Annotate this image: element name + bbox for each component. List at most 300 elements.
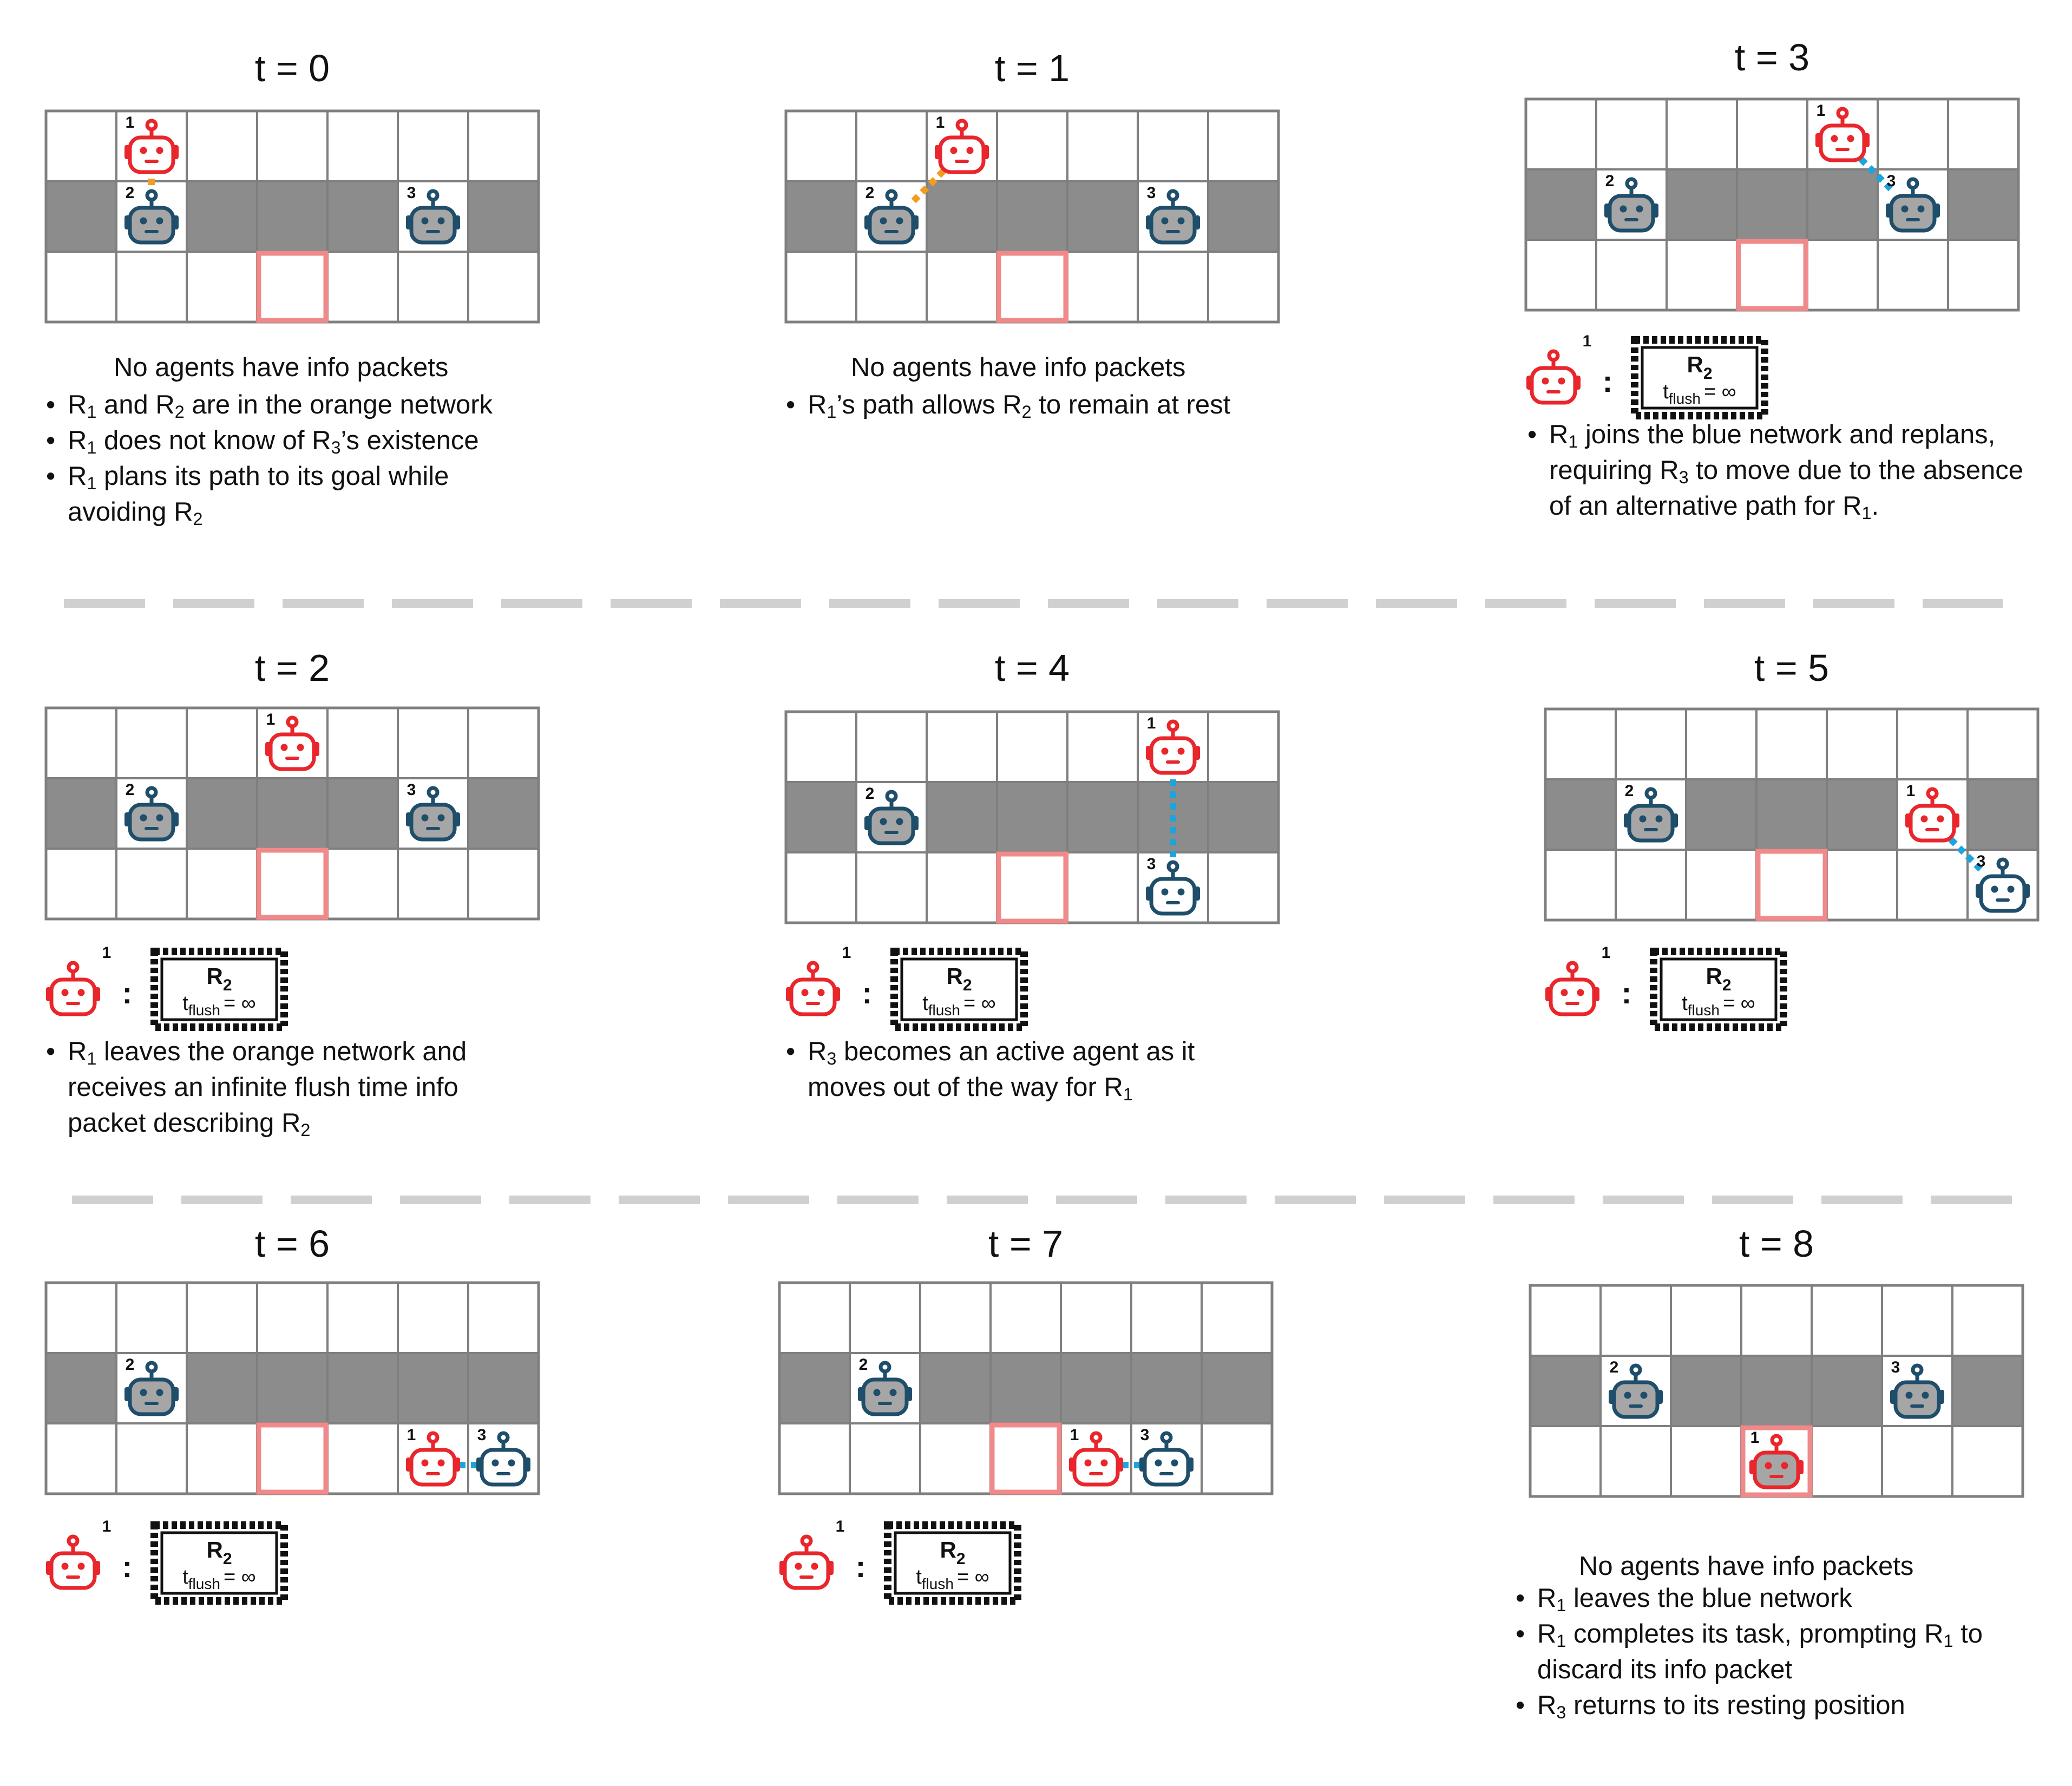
panel-title: t = 1 [994,47,1070,89]
grid-cell [991,1283,1061,1353]
corridor-cell [991,1353,1061,1423]
grid-cell [1067,111,1138,181]
robot-icon [46,1537,100,1588]
grid-cell [327,1423,398,1494]
grid-cell [46,1423,116,1494]
robot-icon [1545,963,1599,1014]
packet-agent-name: $R_2$ [206,963,232,994]
agent-subscript: 3 [1556,1703,1566,1723]
agent-subscript: 2 [193,509,203,529]
grid-cell [997,252,1067,322]
note-text: completes its task, prompting R [1566,1619,1944,1649]
agent-subscript: 2 [174,402,185,422]
packet-colon: : [122,976,133,1010]
grid-cell [1596,240,1667,310]
corridor-cell [327,778,398,849]
grid-cell [927,852,997,923]
grid-cell [1067,712,1138,782]
corridor-cell [1208,181,1278,252]
grid-cell [116,1283,187,1353]
packet-flush-time: $t_{flush}$ = ∞ [1682,992,1755,1019]
panel-t3 [1526,36,2018,310]
corridor-cell [46,778,116,849]
panel-t1 [786,47,1278,322]
packet-holder-label: 1 [1601,944,1611,962]
corridor-cell [1208,782,1278,852]
corridor-cell [187,1353,257,1423]
grid-cell [1948,240,2018,310]
grid-cell [1667,240,1737,310]
corridor-cell [997,181,1067,252]
grid-cell [1202,1283,1272,1353]
corridor-cell [1952,1356,2023,1426]
corridor-cell [1807,169,1878,240]
grid-cell [1671,1285,1741,1356]
packet-flush-time: $t_{flush}$ = ∞ [182,1566,256,1592]
note-text: R [808,1037,827,1066]
corridor-cell [327,181,398,252]
packet-flush-time: $t_{flush}$ = ∞ [1663,380,1736,407]
grid-cell [1882,1426,1952,1496]
grid-cell [187,1423,257,1494]
grid-cell [856,252,927,322]
packet-agent-name: $R_2$ [940,1537,966,1568]
grid-cell [327,708,398,778]
corridor-cell [927,782,997,852]
robot-id-label: 3 [1140,1426,1150,1444]
corridor-cell [997,782,1067,852]
panel-title: t = 3 [1734,36,1810,78]
note-text: R [68,1037,87,1066]
agent-subscript: 1 [1556,1631,1566,1651]
note-text: becomes an active agent as it moves out of the way for R [808,1037,1195,1102]
grid-cell [116,252,187,322]
note-text: R [808,390,827,419]
grid-cell [779,1423,850,1494]
bullet-dot: • [46,1037,56,1066]
corridor-cell [1948,169,2018,240]
grid-cell [46,849,116,919]
grid-cell [850,1423,920,1494]
info-packet [1526,332,1765,416]
corridor-cell [1131,1353,1202,1423]
packet-agent-name: $R_2$ [1687,352,1713,383]
grid-cell [257,1283,327,1353]
grid-cell [1671,1426,1741,1496]
grid-cell [187,252,257,322]
bullet-dot: • [1516,1619,1525,1649]
packet-agent-name: $R_2$ [206,1537,232,1568]
bullet-dot: • [1527,420,1537,449]
agent-subscript: 3 [331,438,341,458]
robot-id-label: 3 [406,781,416,799]
grid-cell [1968,709,2038,779]
corridor-cell [187,778,257,849]
note-text: to remain at rest [1031,390,1231,419]
corridor-cell [1756,779,1827,850]
packet-agent-name: $R_2$ [946,963,972,994]
corridor-cell [1526,169,1596,240]
robot-id-label: 1 [1070,1426,1079,1444]
note-text: leaves the blue network [1566,1584,1852,1613]
note-text: does not know of R [96,426,331,455]
agent-subscript: 2 [300,1120,311,1140]
robot-id-label: 1 [266,711,276,728]
bullet-dot: • [46,390,56,419]
info-packet [1545,944,1784,1027]
robot-id-label: 2 [1609,1358,1619,1376]
agent-subscript: 1 [87,474,97,494]
note-text: R [1549,420,1569,449]
grid-cell [786,111,856,181]
grid-cell [468,1283,539,1353]
robot-id-label: 2 [125,184,135,202]
grid-cell [116,849,187,919]
panel-t6 [46,1223,539,1494]
grid-cell [257,252,327,322]
grid-cell [927,252,997,322]
bullet-dot: • [1516,1691,1525,1720]
robot-icon [779,1537,834,1588]
corridor-cell [1667,169,1737,240]
grid-cell [327,1283,398,1353]
robot-id-label: 3 [406,184,416,202]
corridor-cell [786,782,856,852]
bullet-dot: • [46,462,56,491]
grid-cell [1061,1283,1131,1353]
grid-cell [997,712,1067,782]
grid-cell [991,1423,1061,1494]
grid-cell [1827,709,1897,779]
agent-subscript: 1 [1861,503,1872,523]
packet-colon: : [122,1549,133,1584]
agent-subscript: 1 [1568,432,1578,452]
grid-cell [1208,712,1278,782]
grid-cell [116,1423,187,1494]
panel-caption: No agents have info packets [1579,1552,1914,1581]
packet-colon: : [1602,364,1613,398]
grid-cell [1741,1285,1812,1356]
agent-subscript: 1 [87,402,97,422]
robot-id-label: 3 [1146,184,1156,202]
grid-cell [1667,99,1737,169]
corridor-cell [1067,782,1138,852]
grid-cell [327,252,398,322]
info-packet [46,1518,284,1601]
corridor-cell [1741,1356,1812,1426]
corridor-cell [920,1353,991,1423]
corridor-cell [1737,169,1807,240]
grid-cell [1807,240,1878,310]
grid-cell [1138,252,1208,322]
packet-holder-label: 1 [842,944,851,962]
grid-cell [1616,709,1686,779]
note-text: ’s existence [340,426,479,455]
grid-cell [398,849,468,919]
panel-t8 [1530,1223,2023,1496]
grid-cell [1897,850,1968,920]
grid-cell [257,1423,327,1494]
grid-cell [1897,709,1968,779]
note-text: are in the orange network [184,390,493,419]
corridor-cell [1061,1353,1131,1423]
grid-cell [46,708,116,778]
grid-cell [1948,99,2018,169]
note-text: R [1537,1619,1557,1649]
note-text: returns to its resting position [1566,1691,1905,1720]
panel-t2 [46,647,539,919]
packet-flush-time: $t_{flush}$ = ∞ [182,992,256,1019]
agent-subscript: 1 [87,1049,97,1069]
grid-cell [1545,850,1616,920]
grid-cell [257,849,327,919]
note-text: R [1537,1584,1557,1613]
corridor-cell [1202,1353,1272,1423]
corridor-cell [1671,1356,1741,1426]
robot-id-label: 1 [406,1426,416,1444]
panel-t5 [1545,647,2038,920]
packet-holder-label: 1 [835,1518,845,1535]
grid-cell [46,111,116,181]
corridor-cell [1812,1356,1882,1426]
corridor-cell [46,181,116,252]
grid-cell [1526,240,1596,310]
info-packet [779,1518,1018,1601]
packet-colon: : [862,976,873,1010]
grid-cell [1530,1426,1601,1496]
panel-title: t = 0 [254,47,330,89]
corridor-cell [786,181,856,252]
grid-cell [1878,99,1948,169]
grid-cell [786,712,856,782]
note-text: to discard its info packet [1537,1619,1983,1684]
corridor-cell [257,778,327,849]
grid-cell [468,111,539,181]
robot-id-label: 1 [935,114,945,132]
robot-id-label: 3 [1976,852,1986,870]
grid-cell [1067,852,1138,923]
grid-cell [1737,99,1807,169]
grid-cell [779,1283,850,1353]
grid-cell [1812,1426,1882,1496]
agent-subscript: 1 [87,438,97,458]
note-text: . [1871,491,1879,521]
panel-t4 [786,647,1278,923]
grid-cell [1952,1285,2023,1356]
bullet-dot: • [786,390,796,419]
corridor-cell [468,181,539,252]
agent-subscript: 3 [827,1049,837,1069]
info-packet [786,944,1024,1027]
packet-colon: : [855,1549,866,1584]
corridor-cell [327,1353,398,1423]
robot-icon [786,963,840,1014]
grid-cell [1526,99,1596,169]
robot-id-label: 1 [1906,782,1916,800]
grid-cell [1601,1426,1671,1496]
grid-cell [1545,709,1616,779]
grid-cell [1952,1426,2023,1496]
note-text: plans its path to its goal while avoiding R [68,462,449,527]
grid-cell [1202,1423,1272,1494]
panel-title: t = 6 [254,1223,330,1265]
agent-subscript: 3 [1678,468,1689,488]
robot-icon [1526,351,1581,403]
corridor-cell [779,1353,850,1423]
grid-cell [468,849,539,919]
note-text: and R [96,390,175,419]
robot-id-label: 3 [1146,855,1156,873]
grid-cell [398,111,468,181]
grid-cell [1530,1285,1601,1356]
robot-id-label: 2 [125,1356,135,1374]
grid-cell [257,111,327,181]
corridor-cell [468,778,539,849]
corridor-cell [257,1353,327,1423]
grid-cell [856,712,927,782]
panel-title: t = 5 [1754,647,1830,689]
grid-cell [1878,240,1948,310]
grid-cell [46,1283,116,1353]
panel-title: t = 2 [254,647,330,689]
corridor-cell [927,181,997,252]
packet-flush-time: $t_{flush}$ = ∞ [916,1566,989,1592]
corridor-cell [1686,779,1756,850]
grid-cell [468,708,539,778]
packet-holder-label: 1 [102,1518,112,1535]
bullet-dot: • [1516,1584,1525,1613]
packet-holder-label: 1 [102,944,112,962]
grid-cell [1138,111,1208,181]
note-text: R [68,462,87,491]
robot-id-label: 1 [1816,102,1826,120]
grid-cell [1596,99,1667,169]
grid-cell [1616,850,1686,920]
bullet-dot: • [46,426,56,455]
info-packet [46,944,284,1027]
robot-id-label: 1 [1146,714,1156,732]
agent-subscript: 1 [827,402,837,422]
corridor-cell [1827,779,1897,850]
grid-cell [1208,852,1278,923]
grid-cell [1131,1283,1202,1353]
agent-subscript: 1 [1123,1085,1133,1105]
grid-cell [1067,252,1138,322]
note-text: joins the blue network and replans, requiring R [1549,420,1996,485]
robot-id-label: 2 [125,781,135,799]
grid-cell [1601,1285,1671,1356]
packet-colon: : [1621,976,1632,1010]
grid-cell [1812,1285,1882,1356]
panel-caption: No agents have info packets [851,353,1186,382]
grid-cell [116,708,187,778]
agent-subscript: 1 [1943,1631,1953,1651]
robot-id-label: 2 [865,184,875,202]
robot-id-label: 2 [1624,782,1634,800]
grid-cell [1756,850,1827,920]
robot-id-label: 3 [1886,172,1896,190]
robot-id-label: 2 [858,1356,868,1374]
bullet-dot: • [786,1037,796,1066]
grid-cell [786,252,856,322]
panel-title: t = 4 [994,647,1070,689]
grid-cell [327,849,398,919]
grid-cell [920,1283,991,1353]
grid-cell [927,712,997,782]
grid-cell [786,852,856,923]
panel-title: t = 8 [1739,1223,1814,1265]
robot-id-label: 2 [865,785,875,803]
panel-t7 [779,1223,1272,1494]
grid-cell [920,1423,991,1494]
panel-caption: No agents have info packets [114,353,449,382]
corridor-cell [1968,779,2038,850]
agent-subscript: 2 [1021,402,1032,422]
agent-subscript: 1 [1556,1595,1566,1616]
note-text: R [68,426,87,455]
panel-t0 [46,47,539,322]
packet-holder-label: 1 [1582,332,1592,350]
grid-cell [468,252,539,322]
robot-id-label: 1 [1750,1429,1760,1447]
grid-cell [850,1283,920,1353]
robot-id-label: 3 [477,1426,487,1444]
grid-cell [187,111,257,181]
corridor-cell [257,181,327,252]
corridor-cell [398,1353,468,1423]
robot-icon [46,963,100,1014]
grid-cell [1827,850,1897,920]
robot-id-label: 1 [125,114,135,132]
grid-cell [997,111,1067,181]
grid-cell [398,1283,468,1353]
grid-cell [398,252,468,322]
grid-cell [46,252,116,322]
grid-cell [187,1283,257,1353]
packet-flush-time: $t_{flush}$ = ∞ [922,992,996,1019]
corridor-cell [1067,181,1138,252]
grid-cell [327,111,398,181]
grid-cell [1686,850,1756,920]
grid-cell [856,852,927,923]
robot-id-label: 3 [1891,1358,1900,1376]
grid-cell [856,111,927,181]
grid-cell [187,849,257,919]
panel-title: t = 7 [988,1223,1064,1265]
grid-cell [187,708,257,778]
note-text: ’s path allows R [836,390,1022,419]
robot-id-label: 2 [1605,172,1615,190]
corridor-cell [1530,1356,1601,1426]
grid-cell [1686,709,1756,779]
grid-cell [1882,1285,1952,1356]
grid-cell [1756,709,1827,779]
grid-cell [1208,111,1278,181]
grid-cell [1208,252,1278,322]
grid-cell [1737,240,1807,310]
corridor-cell [46,1353,116,1423]
note-text: leaves the orange network and receives an infinite flush time info packet describing R [68,1037,467,1138]
packet-agent-name: $R_2$ [1706,963,1732,994]
corridor-cell [187,181,257,252]
grid-cell [997,852,1067,923]
note-text: R [1537,1691,1557,1720]
note-text: to move due to the absence of an alternative path for R [1549,456,2024,521]
corridor-cell [468,1353,539,1423]
note-text: R [68,390,87,419]
corridor-cell [1545,779,1616,850]
grid-cell [398,708,468,778]
